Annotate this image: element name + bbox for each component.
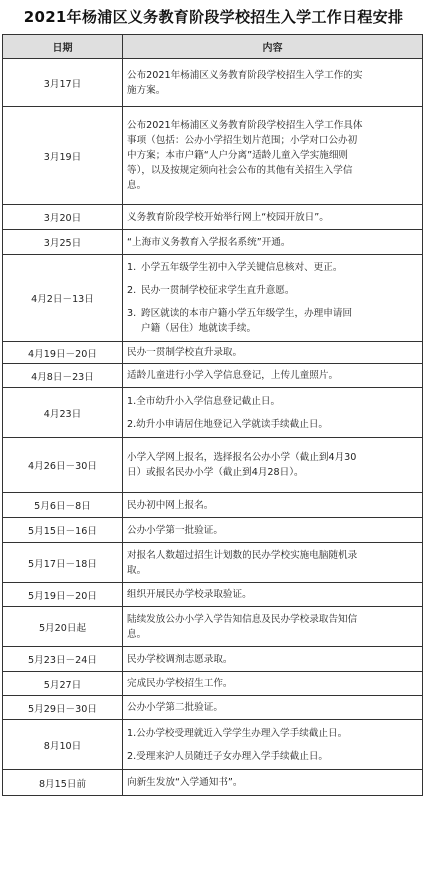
- table-row: [3, 672, 423, 696]
- row-date: 5月17日－18日: [3, 543, 123, 583]
- table-row: [3, 583, 423, 607]
- content-line: 公办小学第一批验证。: [127, 524, 223, 536]
- table-row: [3, 107, 423, 205]
- table-row: [3, 518, 423, 543]
- item-text-continuation: 户籍（居住）地就读手续。: [141, 323, 257, 334]
- table-row: [3, 255, 423, 342]
- row-content: [123, 720, 423, 770]
- row-content: [123, 518, 423, 543]
- table-body: [3, 59, 423, 796]
- row-content: [123, 205, 423, 230]
- table-row: [3, 364, 423, 388]
- table-header-row: [3, 35, 423, 59]
- content-line: 向新生发放“入学通知书”。: [127, 777, 243, 788]
- row-date: 5月19日－20日: [3, 583, 123, 607]
- row-content: [123, 770, 423, 796]
- column-header-content: 内容: [123, 35, 423, 59]
- row-content: [123, 543, 423, 583]
- content-line: 等），以及按规定须向社会公布的其他有关招生入学信: [127, 165, 353, 176]
- table-row: [3, 720, 423, 770]
- content-line: 组织开展民办学校录取验证。: [127, 589, 252, 600]
- row-date: 3月25日: [3, 230, 123, 255]
- item-number: 3.: [127, 308, 137, 319]
- row-date: 5月20日起: [3, 607, 123, 647]
- content-item: [127, 724, 418, 743]
- content-line: 公布2021年杨浦区义务教育阶段学校招生入学工作的实: [127, 69, 363, 81]
- content-line: 民办一贯制学校直升录取。: [127, 347, 243, 358]
- content-line: 中方案；本市户籍“人户分离”适龄儿童入学实施细则: [127, 150, 349, 161]
- row-content: [123, 493, 423, 518]
- table-row: [3, 543, 423, 583]
- content-line: 完成民办学校招生工作。: [127, 678, 233, 689]
- content-line: 公办小学第二批验证。: [127, 702, 223, 713]
- item-text: 民办一贯制学校征求学生直升意愿。: [141, 285, 295, 296]
- table-row: [3, 770, 423, 796]
- content-line: 小学入学网上报名，选择报名公办小学（截止到4月30: [127, 452, 357, 463]
- table-row: [3, 59, 423, 107]
- page-title: 2021年杨浦区义务教育阶段学校招生入学工作日程安排: [23, 8, 404, 26]
- table-row: [3, 205, 423, 230]
- item-number: 1.: [127, 262, 137, 273]
- content-item: [127, 392, 418, 411]
- row-content: [123, 607, 423, 647]
- row-date: 8月15日前: [3, 770, 123, 796]
- row-date: 4月23日: [3, 388, 123, 438]
- content-line: 义务教育阶段学校开始举行网上“校园开放日”。: [127, 211, 329, 223]
- schedule-table: [2, 34, 423, 796]
- content-line: 民办初中网上报名。: [127, 499, 214, 511]
- content-line: 对报名人数超过招生计划数的民办学校实施电脑随机录: [127, 549, 358, 561]
- item-text: 1.全市幼升小入学信息登记截止日。: [127, 395, 281, 407]
- content-line: “上海市义务教育入学报名系统”开通。: [127, 236, 291, 248]
- content-line: 息。: [127, 180, 147, 191]
- row-content: [123, 230, 423, 255]
- row-content: [123, 672, 423, 696]
- content-line: 民办学校调剂志愿录取。: [127, 653, 233, 665]
- row-content: [123, 647, 423, 672]
- table-row: [3, 342, 423, 364]
- row-content: [123, 59, 423, 107]
- row-content: [123, 583, 423, 607]
- table-row: [3, 230, 423, 255]
- row-content: [123, 107, 423, 205]
- content-line: 公布2021年杨浦区义务教育阶段学校招生入学工作具体: [127, 120, 363, 131]
- row-content: [123, 388, 423, 438]
- content-line: 适龄儿童进行小学入学信息登记，上传儿童照片。: [127, 370, 339, 381]
- column-header-date: 日期: [3, 35, 123, 59]
- table-row: [3, 696, 423, 720]
- row-date: 3月17日: [3, 59, 123, 107]
- row-date: 5月23日－24日: [3, 647, 123, 672]
- row-content: [123, 364, 423, 388]
- content-item: [127, 258, 418, 277]
- row-date: 8月10日: [3, 720, 123, 770]
- content-line: 日）或报名民办小学（截止到4月28日）。: [127, 467, 304, 478]
- row-content: [123, 342, 423, 364]
- row-date: 5月27日: [3, 672, 123, 696]
- item-text: 2.幼升小申请居住地登记入学就读手续截止日。: [127, 418, 329, 430]
- item-number: 2.: [127, 285, 137, 296]
- content-line: 事项（包括：公办小学招生划片范围；小学对口公办初: [127, 135, 358, 146]
- row-content: [123, 696, 423, 720]
- content-line: 取。: [127, 564, 147, 576]
- content-item: [127, 281, 418, 300]
- table-row: [3, 647, 423, 672]
- row-date: 3月20日: [3, 205, 123, 230]
- content-item: [127, 304, 418, 338]
- row-date: 4月2日－13日: [3, 255, 123, 342]
- item-text: 2.受理来沪人员随迁子女办理入学手续截止日。: [127, 750, 329, 762]
- content-line: 息。: [127, 628, 147, 640]
- content-item: [127, 747, 418, 766]
- row-date: 5月6日－8日: [3, 493, 123, 518]
- row-content: [123, 255, 423, 342]
- item-text: 1.公办学校受理就近入学学生办理入学手续截止日。: [127, 727, 348, 739]
- row-content: [123, 438, 423, 493]
- table-row: [3, 438, 423, 493]
- content-item: [127, 415, 418, 434]
- row-date: 4月8日－23日: [3, 364, 123, 388]
- content-line: 陆续发放公办小学入学告知信息及民办学校录取告知信: [127, 613, 358, 625]
- item-text: 跨区就读的本市户籍小学五年级学生，办理申请回: [141, 308, 353, 319]
- row-date: 5月15日－16日: [3, 518, 123, 543]
- table-row: [3, 607, 423, 647]
- table-row: [3, 493, 423, 518]
- item-text: 小学五年级学生初中入学关键信息核对、更正。: [141, 262, 343, 273]
- table-row: [3, 388, 423, 438]
- row-date: 4月19日－20日: [3, 342, 123, 364]
- row-date: 3月19日: [3, 107, 123, 205]
- row-date: 4月26日－30日: [3, 438, 123, 493]
- row-date: 5月29日－30日: [3, 696, 123, 720]
- content-line: 施方案。: [127, 84, 166, 96]
